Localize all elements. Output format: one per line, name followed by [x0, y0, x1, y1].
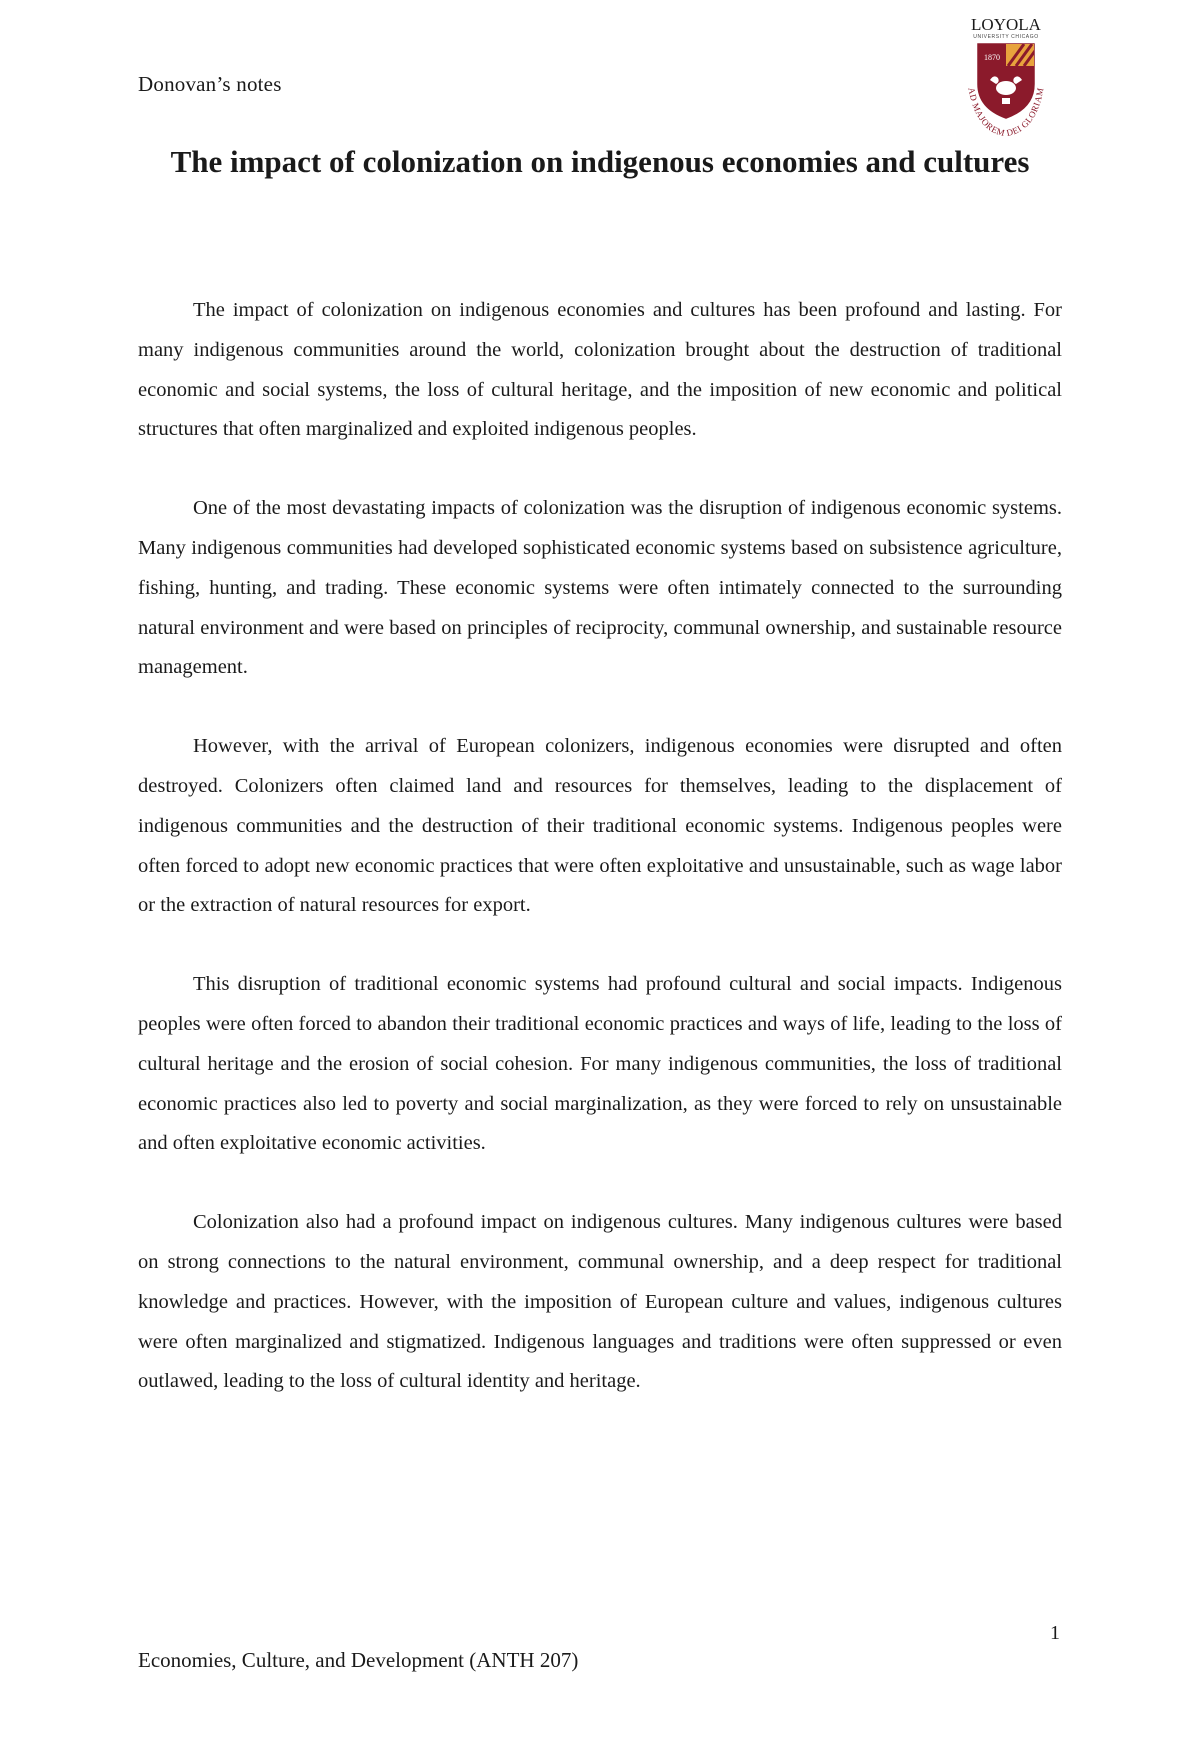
logo-year: 1870	[984, 53, 1000, 62]
logo-motto: AD MAJOREM DEI GLORIAM	[966, 86, 1046, 139]
header-author-notes: Donovan’s notes	[138, 72, 282, 96]
logo-wordmark: LOYOLA	[971, 15, 1041, 34]
paragraph: This disruption of traditional economic systems had profound cultural and social impacts. Indigenous peoples were often forced to abandon their traditional economic practices and ways of life, leading to the loss of cultural heritage and the erosion of social cohesion. For many indigenous communities, the loss of traditional economic practices also led to poverty and social marginalization, as they were forced to rely on unsustainable and often exploitative economic activities.	[138, 973, 1062, 1155]
document-title: The impact of colonization on indigenous economies and cultures	[170, 144, 1030, 179]
university-logo	[944, 14, 1068, 142]
document-body	[138, 291, 1062, 1441]
paragraph: The impact of colonization on indigenous economies and cultures has been profound and lasting. For many indigenous communities around the world, colonization brought about the destruction of traditional economic and social systems, the loss of cultural heritage, and the imposition of new economic and political structures that often marginalized and exploited indigenous peoples.	[138, 299, 1062, 441]
logo-subtitle: UNIVERSITY CHICAGO	[973, 34, 1039, 40]
page-number: 1	[1050, 1622, 1060, 1644]
paragraph: Colonization also had a profound impact on indigenous cultures. Many indigenous cultures were based on strong connections to the natural environment, communal ownership, and a deep respect for traditional knowledge and practices. However, with the imposition of European culture and values, indigenous cultures were often marginalized and stigmatized. Indigenous languages and traditions were often suppressed or even outlawed, leading to the loss of cultural identity and heritage.	[138, 1211, 1062, 1393]
paragraph: One of the most devastating impacts of colonization was the disruption of indigenous economic systems. Many indigenous communities had developed sophisticated economic systems based on subsistence agriculture, fishing, hunting, and trading. These economic systems were often intimately connected to the surrounding natural environment and were based on principles of reciprocity, communal ownership, and sustainable resource management.	[138, 497, 1062, 679]
footer-course: Economies, Culture, and Development (ANTH 207)	[138, 1648, 579, 1672]
paragraph: However, with the arrival of European colonizers, indigenous economies were disrupted and often destroyed. Colonizers often claimed land and resources for themselves, leading to the displacement of indigenous communities and the destruction of their traditional economic systems. Indigenous peoples were often forced to adopt new economic practices that were often exploitative and unsustainable, such as wage labor or the extraction of natural resources for export.	[138, 735, 1062, 917]
